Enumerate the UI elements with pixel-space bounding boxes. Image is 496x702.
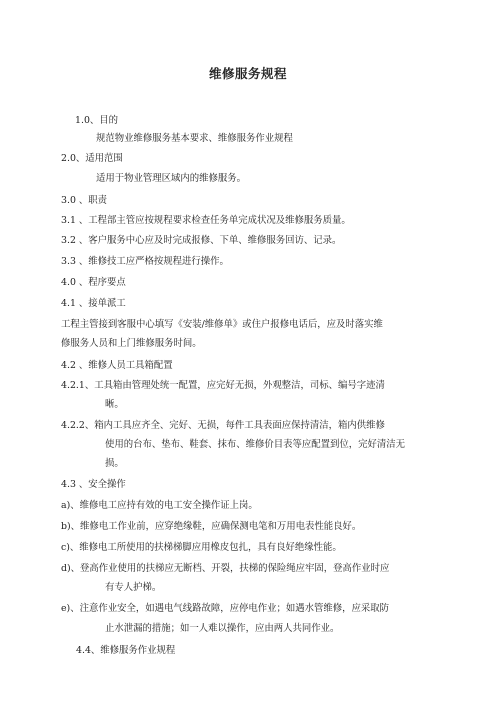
text-line: 2.0、适用范围: [61, 153, 123, 164]
text-line: d)、登高作业使用的扶梯应无断档、开裂，扶梯的保险绳应牢固，登高作业时应: [61, 563, 390, 574]
text-line: 规范物业维修服务基本要求、维修服务作业规程: [96, 133, 293, 144]
text-line: a)、维修电工应持有效的电工安全操作证上岗。: [61, 500, 258, 511]
text-line: 晰。: [105, 399, 124, 410]
text-line: c)、维修电工所使用的扶梯梯脚应用橡皮包扎，具有良好绝缘性能。: [61, 542, 342, 553]
text-line: 4.0 、程序要点: [61, 277, 126, 288]
text-line: 3.2 、客户服务中心应及时完成报修、下单、维修服务回访、记录。: [61, 235, 342, 246]
text-line: 4.2 、维修人员工具箱配置: [61, 360, 173, 371]
text-line: 3.1 、工程部主管应按规程要求检查任务单完成状况及维修服务质量。: [61, 215, 351, 226]
text-line: 4.4、维修服务作业规程: [76, 645, 176, 656]
text-line: 3.3 、维修技工应严格按规程进行操作。: [61, 256, 229, 267]
text-line: 修服务人员和上门维修服务时间。: [61, 338, 202, 349]
text-line: 损。: [105, 458, 124, 469]
text-line: e)、注意作业安全，如遇电气线路故障，应停电作业；如遇水管维修，应采取防: [61, 603, 389, 614]
page-title: 维修服务规程: [208, 66, 287, 81]
text-line: 4.3 、安全操作: [61, 479, 126, 490]
text-line: 3.0 、职责: [61, 195, 108, 206]
text-line: 1.0、目的: [75, 115, 119, 126]
text-line: 适用于物业管理区域内的维修服务。: [96, 173, 247, 184]
text-line: 止水泄漏的措施；如一人难以操作，应由两人共同作业。: [105, 623, 340, 634]
text-line: b)、维修电工作业前，应穿绝缘鞋，应确保测电笔和万用电表性能良好。: [61, 521, 362, 532]
text-line: 4.2.2、箱内工具应齐全、完好、无损，每件工具表面应保持清洁，箱内供维修: [61, 420, 385, 431]
text-line: 使用的台布、垫布、鞋套、抹布、维修价目表等应配置到位，完好清洁无: [105, 439, 406, 450]
text-line: 工程主管接到客服中心填写《安装/维修单》或住户报修电话后，应及时落实维: [61, 319, 383, 330]
text-line: 有专人护梯。: [105, 582, 162, 593]
text-line: 4.1 、接单派工: [61, 298, 126, 309]
text-line: 4.2.1、工具箱由管理处统一配置，应完好无损，外观整洁，司标、编号字迹清: [61, 380, 385, 391]
